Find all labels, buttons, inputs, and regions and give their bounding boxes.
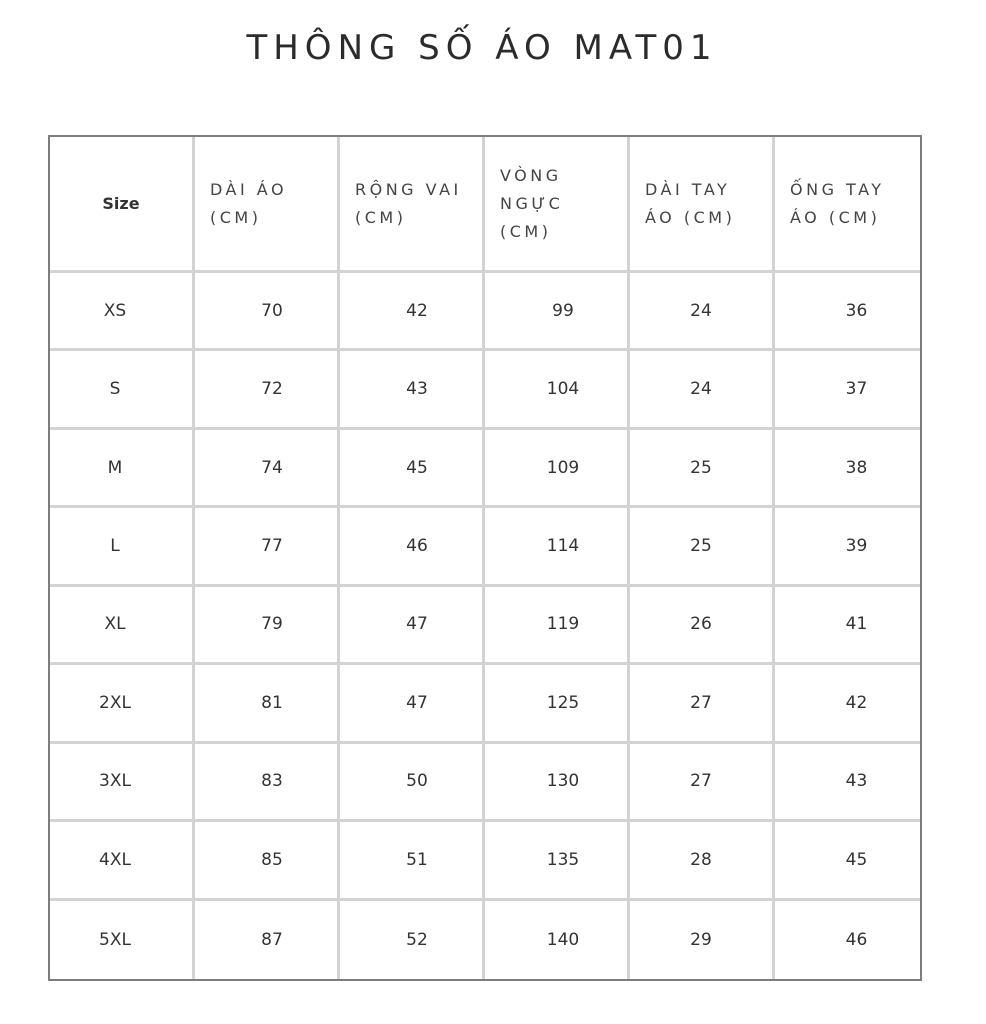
cell-body-length: 85 bbox=[195, 822, 340, 900]
cell-chest: 109 bbox=[485, 430, 630, 508]
cell-body-length: 87 bbox=[195, 901, 340, 980]
table-row bbox=[50, 665, 920, 743]
cell-size: M bbox=[50, 430, 195, 508]
header-sleeve-length: DÀI TAY ÁO (CM) bbox=[630, 137, 775, 273]
cell-size: XS bbox=[50, 273, 195, 351]
cell-sleeve-opening: 41 bbox=[775, 587, 920, 665]
cell-size: 2XL bbox=[50, 665, 195, 743]
cell-shoulder-width: 46 bbox=[340, 508, 485, 586]
cell-sleeve-length: 29 bbox=[630, 901, 775, 980]
cell-sleeve-length: 25 bbox=[630, 430, 775, 508]
table-row bbox=[50, 822, 920, 900]
cell-chest: 114 bbox=[485, 508, 630, 586]
cell-sleeve-length: 24 bbox=[630, 273, 775, 351]
cell-size: 5XL bbox=[50, 901, 195, 980]
cell-body-length: 81 bbox=[195, 665, 340, 743]
size-chart-table bbox=[48, 135, 922, 981]
cell-sleeve-opening: 36 bbox=[775, 273, 920, 351]
table-row bbox=[50, 430, 920, 508]
table-row bbox=[50, 508, 920, 586]
cell-chest: 104 bbox=[485, 351, 630, 429]
cell-size: 4XL bbox=[50, 822, 195, 900]
header-body-length: DÀI ÁO (CM) bbox=[195, 137, 340, 273]
cell-shoulder-width: 50 bbox=[340, 744, 485, 822]
cell-sleeve-opening: 42 bbox=[775, 665, 920, 743]
cell-sleeve-length: 27 bbox=[630, 665, 775, 743]
cell-chest: 125 bbox=[485, 665, 630, 743]
cell-shoulder-width: 47 bbox=[340, 587, 485, 665]
table-row bbox=[50, 901, 920, 980]
table-row bbox=[50, 273, 920, 351]
cell-body-length: 77 bbox=[195, 508, 340, 586]
cell-size: S bbox=[50, 351, 195, 429]
cell-sleeve-length: 27 bbox=[630, 744, 775, 822]
cell-sleeve-opening: 39 bbox=[775, 508, 920, 586]
table-row bbox=[50, 351, 920, 429]
cell-shoulder-width: 45 bbox=[340, 430, 485, 508]
cell-sleeve-opening: 45 bbox=[775, 822, 920, 900]
cell-sleeve-length: 28 bbox=[630, 822, 775, 900]
cell-sleeve-length: 26 bbox=[630, 587, 775, 665]
cell-body-length: 74 bbox=[195, 430, 340, 508]
cell-chest: 130 bbox=[485, 744, 630, 822]
cell-chest: 140 bbox=[485, 901, 630, 980]
header-size: Size bbox=[50, 137, 195, 273]
cell-size: 3XL bbox=[50, 744, 195, 822]
cell-sleeve-opening: 43 bbox=[775, 744, 920, 822]
cell-body-length: 70 bbox=[195, 273, 340, 351]
cell-body-length: 72 bbox=[195, 351, 340, 429]
cell-chest: 135 bbox=[485, 822, 630, 900]
cell-shoulder-width: 47 bbox=[340, 665, 485, 743]
cell-shoulder-width: 51 bbox=[340, 822, 485, 900]
header-sleeve-opening: ỐNG TAY ÁO (CM) bbox=[775, 137, 920, 273]
cell-sleeve-length: 24 bbox=[630, 351, 775, 429]
cell-shoulder-width: 43 bbox=[340, 351, 485, 429]
header-shoulder-width: RỘNG VAI (CM) bbox=[340, 137, 485, 273]
cell-body-length: 79 bbox=[195, 587, 340, 665]
cell-chest: 99 bbox=[485, 273, 630, 351]
cell-chest: 119 bbox=[485, 587, 630, 665]
cell-shoulder-width: 52 bbox=[340, 901, 485, 980]
cell-shoulder-width: 42 bbox=[340, 273, 485, 351]
page-title: THÔNG SỐ ÁO MAT01 bbox=[246, 28, 718, 68]
table-header-row bbox=[50, 137, 920, 273]
cell-body-length: 83 bbox=[195, 744, 340, 822]
cell-sleeve-opening: 37 bbox=[775, 351, 920, 429]
table-row bbox=[50, 744, 920, 822]
cell-sleeve-opening: 38 bbox=[775, 430, 920, 508]
cell-size: XL bbox=[50, 587, 195, 665]
cell-sleeve-length: 25 bbox=[630, 508, 775, 586]
cell-sleeve-opening: 46 bbox=[845, 929, 868, 950]
table-row bbox=[50, 587, 920, 665]
header-chest: VÒNG NGỰC (CM) bbox=[485, 137, 630, 273]
cell-size: L bbox=[50, 508, 195, 586]
